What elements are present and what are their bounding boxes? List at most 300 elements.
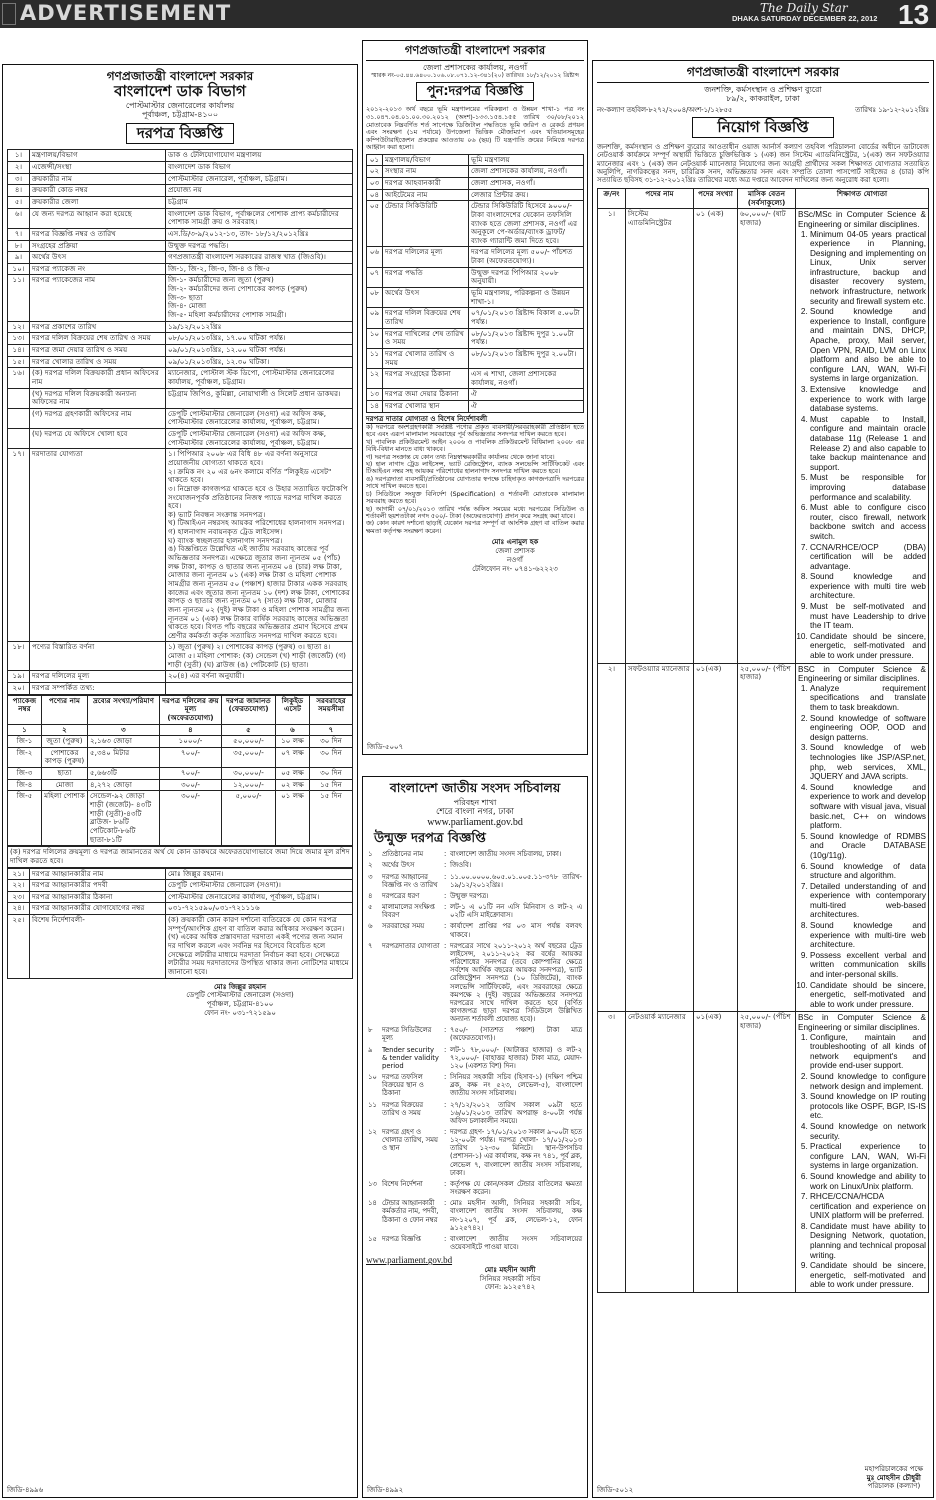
ad-bureau: জনশক্তি, কর্মসংস্থান ও প্রশিক্ষণ ব্যুরো [704, 84, 822, 94]
row-value: ০৩১-৭২১৫৯০/০৩১-৭২১১১৬ [166, 903, 353, 915]
row-label: দরপত্র আহ্বানকারীর যোগাযোগের নম্বর [30, 903, 166, 915]
row-value: বাংলাদেশ জাতীয় সংসদ সচিবালয়, ঢাকা। [450, 850, 562, 859]
row-value: ২০(৪) এর বর্ণনা অনুযায়ী। [166, 671, 353, 683]
row-label: দরপত্র গ্রহণ ও খোলার তারিখ, সময় ও স্থান [382, 1128, 438, 1153]
row-value: চট্টগ্রাম [166, 196, 353, 208]
row-colon: : [444, 1026, 447, 1035]
signer-title: সিনিয়র সহকারী সচিব [479, 1274, 541, 1283]
postal-tender-ad [2, 64, 358, 1498]
ad-region: পূর্বাঞ্চল, চট্টগ্রাম-৪১০০ [141, 110, 219, 120]
row-number: ১১ [368, 1100, 377, 1109]
column-number: ২ [42, 724, 88, 736]
table-cell: ৩০ দিন [310, 768, 353, 780]
ad-reference: জিডি-৫০০৭ [367, 742, 404, 751]
ad-government-header: গণপ্রজাতন্ত্রী বাংলাদেশ সরকার [366, 44, 584, 61]
row-number: ৭। [8, 228, 30, 240]
signer-name: মুঃ মোহসীন চৌধুরী [866, 1473, 921, 1482]
column-number: ৭ [310, 724, 353, 736]
row-label: দরপত্র সংগ্রহের ঠিকানা [383, 369, 469, 389]
package-note-table [7, 846, 353, 867]
qualification-item: 6. Sound knowledge and ability to work on Linux/Unix platform. [810, 1172, 926, 1191]
table-row [367, 247, 584, 267]
table-row [366, 921, 584, 940]
column-header: প্যাকেজ নম্বর [8, 695, 42, 724]
row-label: দরপত্র আহ্বানকারীর ঠিকানা [30, 891, 166, 903]
row-label: ক্রয়কারীর জেলা [30, 196, 166, 208]
table-row [366, 1127, 584, 1179]
row-label: দরপত্র আহ্বানকারীর নাম [30, 868, 166, 880]
row-value: লেজার প্রিন্টার ক্রয়। [469, 189, 584, 201]
row-number: ১২ [368, 1128, 377, 1137]
qualification-item: 6. Must able to configure cisco router, cisco firewall, network backbone switch and access switch. [810, 503, 926, 541]
row-colon: : [444, 922, 447, 931]
table-row [366, 891, 584, 902]
row-value: দরপত্র গ্রহণ- ১৭/০১/২০১৩ সকাল ৯-০০টা হতে ১২-০০টা পর্যন্ত। দরপত্র খোলা- ১৭/০১/২০১৩ তারিখ ১২-৩০ মিনিটে। স্থান-উপসচিব (প্রশাসন-১) এর কার্যালয়, কক্ষ নং ৭৪১, পূর্ব ব্লক, লেভেল ৭, বাংলাদেশ জাতীয় সংসদ সচিবালয়, ঢাকা। [450, 1128, 582, 1177]
ad-address: ৮৯/২, কাকরাইল, ঢাকা [726, 94, 800, 104]
row-number: ৫। [8, 196, 30, 208]
row-label: দরপত্র পদ্ধতি [383, 267, 469, 287]
job-salary: ২৫,০০০/- (পঁচিশ হাজার) [738, 663, 796, 1012]
row-label: অর্থের উৎস [382, 861, 415, 870]
row-value: ঐ [469, 401, 584, 413]
ad-branch: পরিবহন শাখা [453, 797, 497, 807]
qualification-item: 1. Minimum 04-05 years practical experience in Planning, Designing and implementing on Linux, Unix server infrastructure, backup and disaster recovery system, network infrastructure, network security and firewall system etc. [810, 230, 926, 307]
signer-title: ডেপুটি পোস্টমাস্টার জেনারেল (সওদা) [186, 991, 294, 1000]
table-row [367, 201, 584, 247]
row-value: ১) জুতা (পুরুষ) ২। পোশাকের কাপড় (পুরুষ) ৩। ছাতা ৪। মোজা ৫। মহিলা পোশাক: (ক) সেন্ডেল (খ) শাড়ী (জর্জেট) (গ) শাড়ী (সুতী) (ঘ) ব্লাউজ (ঙ) পেটিকোট (চ) ছাতা। [166, 642, 353, 671]
qualification-item: 8. Candidate must have ability to Designing Network, quotation, planning and technical proposal writing. [810, 1222, 926, 1260]
website-link-footer[interactable]: www.parliament.gov.bd [366, 1255, 453, 1266]
table-cell: জি-৫ [8, 791, 42, 846]
row-label: দরপত্র দলিল বিক্রয়ের শেষ তারিখ [383, 308, 469, 328]
row-label: সংস্থার নাম [383, 166, 469, 178]
table-row [8, 173, 353, 185]
row-number: ০৫ [367, 201, 383, 247]
row-number: ১০ [367, 328, 383, 348]
qualification-item: 4. Sound knowledge on network security. [810, 1122, 926, 1141]
row-label: দরপত্র প্যাকেজ নং [30, 263, 166, 275]
table-row [366, 1234, 584, 1253]
table-row [8, 768, 353, 780]
row-number: ৪ [368, 891, 373, 900]
table-row [367, 389, 584, 401]
table-row [367, 267, 584, 287]
row-value [166, 683, 353, 695]
table-row [367, 288, 584, 308]
row-number: ০৭ [367, 267, 383, 287]
row-label: ক্রয়কারীর নাম [30, 173, 166, 185]
row-colon: : [444, 1234, 447, 1243]
column-header: মাসিক বেতন (সর্বসাকুল্যে) [738, 189, 796, 209]
table-cell: ১২,০০০/- [222, 779, 276, 791]
row-colon: : [444, 903, 447, 912]
table-cell: ৩০০/- [160, 791, 222, 846]
qualification-item: 4. Sound knowledge and experience to work and develop software with visual java, visual basic.net, C++ on windows platform. [810, 783, 926, 831]
website-link[interactable]: www.parliament.gov.bd [427, 817, 523, 829]
column-header: শিক্ষাগত যোগ্যতা [796, 189, 929, 209]
row-label: দরপত্র সম্পর্কিত তথ্য: [30, 683, 166, 695]
table-row [367, 154, 584, 166]
row-number: ১৫ [368, 1234, 377, 1243]
ad-title: দরপত্র বিজ্ঞপ্তি [126, 123, 234, 145]
table-cell: ৩৫,০০০/- [222, 747, 276, 767]
table-row [8, 208, 353, 228]
row-value: পোস্টমাস্টার জেনারেলের কার্যালয়, পূর্বাঞ্চল, চট্টগ্রাম। [166, 891, 353, 903]
row-number: ০৪ [367, 189, 383, 201]
row-number: ৭ [368, 941, 373, 950]
table-row [8, 263, 353, 275]
row-number: ৮ [368, 1026, 373, 1035]
job-number: ২। [598, 663, 626, 1012]
row-label: দরপত্র দলিল বিক্রয়ের শেষ তারিখ ও সময় [30, 333, 166, 345]
qualification-item: 7. RHCE/CCNA/HCDA certification and experience on UNIX platform will be preferred. [810, 1192, 926, 1221]
row-colon: : [444, 872, 447, 881]
row-value: চট্টগ্রাম জিপিও, কুমিল্লা, নোয়াখালী ও সিলেট প্রধান ডাকঘর। [166, 388, 353, 408]
row-label: দরপত্র আহ্বানকারীর পদবী [30, 880, 166, 892]
row-colon: : [444, 1045, 447, 1054]
qualification-head: BSc/MSc in Computer Science & Engineering or similar disciplines. [798, 210, 926, 229]
row-value: ০৮/০১/২০১৩খ্রিঃ, ১৭.০০ ঘটিকা পর্যন্ত। [166, 333, 353, 345]
table-row [8, 321, 353, 333]
intro-paragraph: ২০১২-২০১৩ অর্থ বছরে ভূমি মন্ত্রণালয়ের পরিকল্পনা ও উন্নয়ন শাখা-১ পত্র নং ৩১.০৪৭.০৪.০১.০০.৩০.২০১২ (অংশ)-১৩৩.১৫৪.১৫৫ তারিখ ৩০/০৮/২০১২ মোতাবেক নিম্নবর্ণিত শর্ত সাপেক্ষে ডিজিটাল পদ্ধতিতে ভূমি জরিপ ও রেকর্ড প্রণয়ন এবং সংরক্ষণ (১ম পর্যায়ে) উপজেলা ভিত্তিক মৌজাম্যাপ এবং খতিয়ানসমূহের কম্পিউটারাইজেশন প্রকল্পের আওতায় ০৬ (ছয়) টি যন্ত্রপাতি ক্রয়ের নিমিত্তে দরপত্র আহ্বান করা হলো। [366, 105, 584, 152]
row-number: ১২ [367, 369, 383, 389]
row-label: এজেন্সী/সংস্থা [30, 162, 166, 174]
row-value: জিওবি। [450, 861, 472, 870]
table-cell: পোশাকের কাপড় (পুরুষ) [42, 747, 88, 767]
conditions-list [366, 424, 584, 535]
row-value: উন্মুক্ত দরপত্র পদ্ধতি। [166, 240, 353, 252]
row-number: ১০ [368, 1073, 377, 1082]
table-row [8, 891, 353, 903]
table-cell: ১৫ দিন [310, 779, 353, 791]
table-row [8, 791, 353, 846]
table-row [8, 915, 353, 978]
qualification-item: 3. Sound knowledge of web technologies like JSP/ASP.net, php, web services, XML, JQUERY and JAVA scripts. [810, 743, 926, 781]
table-row [367, 177, 584, 189]
row-number: ১৭। [8, 449, 30, 642]
signature-block [865, 1465, 923, 1491]
table-row [366, 1179, 584, 1198]
table-cell: ৩০ দিন [310, 747, 353, 767]
job-salary: ৬০,০০০/- (ষাট হাজার) [738, 209, 796, 663]
qualification-list [798, 684, 926, 1010]
ad-government-header: গণপ্রজাতন্ত্রী বাংলাদেশ সরকার [597, 65, 929, 83]
row-value: ৭৫০/- (সাতশত পঞ্চাশ) টাকা মাত্র (অফেরতযোগ্য)। [450, 1026, 582, 1043]
naogaon-retender-ad [362, 40, 588, 755]
qualification-item: 4. Must capable to Install, configure and maintain oracle database 11g (Release 1 and Release 2) and also capable to take backup maintenance and support. [810, 415, 926, 473]
row-value: ডেপুটি পোস্টমাস্টার জেনারেল (সওদা) এর অফিস কক্ষ, পোস্টমাস্টার জেনারেলের কার্যালয়, পূর্বাঞ্চল, চট্টগ্রাম। [166, 408, 353, 428]
column-header: লিকুইড এসেট [276, 695, 310, 724]
condition-item: খ) পাবলিক প্রকিউরমেন্ট আইন ২০০৬ ও পাবলিক প্রকিউরমেন্ট বিধিমালা ২০০৮ এর বিধি-বিধান মানতে বাধ্য থাকবে। [366, 438, 584, 454]
row-colon: : [444, 891, 447, 900]
ad-place: শেরে বাংলা নগর, ঢাকা [435, 807, 515, 818]
row-number: ১৩ [368, 1179, 377, 1188]
ad-reference: জিডি-৪৯৯৬ [7, 1485, 44, 1494]
row-label: দরপত্র খোলার তারিখ ও সময় [30, 356, 166, 368]
job-circular-ad [592, 60, 934, 1498]
table-row [366, 902, 584, 921]
package-note: (ক) দরপত্র দলিলের ক্রয়মূল্য ও দরপত্র জামানতের অর্থ যে কোন ডাকঘরে অফেরতযোগ্যভাবে জমা দিয়ে জমার মূল রশিদ দাখিল করতে হবে। [8, 847, 353, 867]
qualification-item: 3. Sound knowledge on IP routing protocols like OSPF, BGP, IS-IS etc. [810, 1092, 926, 1121]
table-row [8, 736, 353, 748]
job-qualification [796, 1012, 929, 1293]
row-label: দরপত্র বিজ্ঞপ্তি নম্বর ও তারিখ [30, 228, 166, 240]
row-value: কর্তৃপক্ষ যে কোন/সকল টেন্ডার বাতিলের ক্ষমতা সংরক্ষণ করেন। [450, 1179, 582, 1197]
row-label: দরপত্রের ধরণ [382, 891, 420, 900]
table-cell: ৫,৬৬৩টি [88, 768, 160, 780]
column-number: ৩ [88, 724, 160, 736]
row-value: ভূমি মন্ত্রণালয়, পরিকল্পনা ও উন্নয়ন শাখা-১। [469, 288, 584, 308]
table-cell: ৩০০/- [160, 779, 222, 791]
row-number: ২ [368, 861, 373, 870]
job-table [597, 188, 929, 1293]
qualification-item: 5. Practical experience to configure LAN, WAN, Wi-Fi systems in large organization. [810, 1142, 926, 1171]
table-row [366, 1198, 584, 1234]
row-number: ৩। [8, 173, 30, 185]
intro-paragraph: জনশক্তি, কর্মসংস্থান ও প্রশিক্ষণ ব্যুরোর আওতাধীন ওয়াজ আর্নার্স কল্যাণ তহবিল পরিচালনা বোর্ডের অধীনে ডাটাবেজ নেটওয়ার্ক কার্যক্রমে সম্পূর্ণ অস্থায়ী ভিত্তিতে চুক্তিভিত্তিক ১ (এক) জন সিস্টেম এ্যাডমিনিস্ট্রেটর, ১(এক) জন সফটওয়্যার ম্যানেজার এবং ১ (এক) জন নেটওয়ার্ক ম্যানেজার নিয়োগের জন্য আগ্রহী প্রার্থীদের সকল শিক্ষাগত যোগ্যতার সত্যায়িত অনুলিপি, নাগরিকত্বের সনদ, চারিত্রিক সনদ, অভিজ্ঞতার সনদ এবং সম্প্রতি তোলা পাসপোর্ট সাইজের ৪ (চার) কপি সত্যায়িত ছবিসহ ৩১-১২-২০১২খ্রিঃ তারিখের মধ্যে অত্র দপ্তরে আবেদন দাখিলের জন্য অনুরোধ করা হলো। [597, 143, 929, 184]
row-label: সরবরাহের সময় [382, 922, 425, 931]
row-value: বাংলাদেশ জাতীয় সংসদ সচিবালয়ের ওয়েবসাইটে পাওয়া যাবে। [450, 1234, 582, 1252]
tender-info-table [366, 154, 584, 413]
ad-government-header: গণপ্রজাতন্ত্রী বাংলাদেশ সরকার [106, 69, 254, 83]
table-cell: ৩০,০০০/- [222, 768, 276, 780]
table-row [8, 333, 353, 345]
signer-title: পরিচালক (কল্যাণ) [867, 1482, 921, 1491]
row-colon: : [444, 861, 447, 870]
job-count: ০১(এক) [694, 663, 738, 1012]
row-label: Tender security & tender validity period [382, 1045, 439, 1070]
table-row [367, 348, 584, 368]
row-number: ৬। [8, 208, 30, 228]
table-cell: জি-৪ [8, 779, 42, 791]
row-number: ১৮। [8, 642, 30, 671]
table-cell: ১৫ দিন [310, 791, 353, 846]
row-value: ডেপুটি পোস্টমাস্টার জেনারেল (সওদা) এর অফিস কক্ষ, পোস্টমাস্টার জেনারেলের কার্যালয়, পূর্বাঞ্চল, চট্টগ্রাম। [166, 429, 353, 449]
table-row [367, 189, 584, 201]
row-label: দরপত্র জমা দেয়ার তারিখ ও সময় [30, 344, 166, 356]
qualification-item: 9. Candidate should be sincere, energetic, self-motivated and able to work under pressure. [810, 1261, 926, 1290]
row-value: উন্মুক্ত দরপত্র। [450, 891, 489, 900]
table-row [8, 868, 353, 880]
table-cell: ২,১৬৩ জোড়া [88, 736, 160, 748]
table-row [8, 779, 353, 791]
table-row [8, 642, 353, 671]
row-number: ২৫। [8, 915, 30, 978]
row-label: বিশেষ নির্দেশনা [382, 1179, 423, 1188]
job-count: ০১(এক) [694, 1012, 738, 1293]
row-colon: : [444, 1128, 447, 1137]
condition-item: জ) কোন কারণ দর্শানো ছাড়াই যেকোন দরপত্র সম্পূর্ণ বা আংশিক গ্রহণ বা বাতিল করার ক্ষমতা কর্তৃপক্ষ সংরক্ষণ করেন। [366, 520, 584, 535]
row-label: দরদাতার যোগ্যতা [30, 449, 166, 642]
job-salary: ২৫,০০০/- (পঁচিশ হাজার) [738, 1012, 796, 1293]
table-cell: জুতা (পুরুষ) [42, 736, 88, 748]
row-number: ১১। [8, 275, 30, 321]
row-label: সংগ্রহের প্রক্রিয়া [30, 240, 166, 252]
row-number: ৯ [368, 1045, 373, 1054]
tender-info-table-2 [7, 868, 353, 979]
row-number: ১৬। [8, 368, 30, 388]
ad-organization: বাংলাদেশ ডাক বিভাগ [114, 82, 246, 101]
row-number: ২১। [8, 868, 30, 880]
row-number: ১৪ [368, 1199, 377, 1208]
table-row [8, 671, 353, 683]
job-number: ৩। [598, 1012, 626, 1293]
row-number: ১৯। [8, 671, 30, 683]
table-cell: ৫০,০০০/- [222, 736, 276, 748]
qualification-item: 9. Possess excellent verbal and written communication skills and inter-personal skills. [810, 951, 926, 980]
condition-item: গ) দরপত্র সংক্রান্ত যে কোন তথ্য নিম্নস্বাক্ষরকারীর কার্যালয় থেকে জানা যাবে। [366, 453, 555, 461]
signer-name: মোঃ এনামুল হক [491, 538, 539, 547]
row-colon: : [444, 1179, 447, 1188]
table-row [8, 388, 353, 408]
row-label: (ক) দরপত্র দলিল বিক্রয়কারী প্রধান অফিসের নাম [30, 368, 166, 388]
table-cell: ০৫ লক্ষ [276, 768, 310, 780]
row-value: পোস্টমাস্টার জেনারেল, পূর্বাঞ্চল, চট্টগ্রাম। [166, 173, 353, 185]
row-label: ক্রয়কারী কোড নম্বর [30, 185, 166, 197]
qualification-item: 10. Candidate should be sincere, energetic, self-motivated and able to work under pressure. [810, 981, 926, 1010]
row-label: অর্থের উৎস [383, 288, 469, 308]
row-colon: : [444, 1073, 447, 1082]
row-number: ১৪ [367, 401, 383, 413]
memo-number: নং-কল্যাণ তহবিল-৮২৭২/২০০৪/অংশ-১/১২৮৫৫ [597, 105, 733, 114]
row-label: মন্ত্রণালয়/বিভাগ [30, 150, 166, 162]
column-header: সরবরাহের সময়সীমা [310, 695, 353, 724]
table-cell: জি-২ [8, 747, 42, 767]
column-header: দরপত্র দলিলের ক্রয় মূল্য (অফেরতযোগ্য) [160, 695, 222, 724]
row-label: দরপত্র জমা দেয়ার ঠিকানা [383, 389, 469, 401]
table-row [366, 872, 584, 891]
row-number: ২০। [8, 683, 30, 695]
table-cell: সেন্ডেল-৯২ জোড়া শাড়ী (জর্জেট)- ৪৩টি শাড়ী (সুতী)-৪৩টি ব্লাউজ- ৮৬টি পেটিকোট-৮৬টি ছাতা-৮১টি [88, 791, 160, 846]
row-value: ১। পিপিআর ২০০৮ এর বিধি ৪৮ এর বর্ণনা অনুসারে প্রয়োজনীয় যোগ্যতা থাকতে হবে। ২। ক্রমিক নং ২০ এর ৬নং কলামে বর্ণিত "লিকুইড এসেট" থাকতে হবে। ৩। নিম্নোক্ত কাগজপত্র থাকতে হবে ও উহার সত্যায়িত ফটোকপি সংযোজনপূর্বক প্রতিষ্ঠানের নিজস্ব প্যাডে দরপত্র দাখিল করতে হবে। ক) ভ্যাট নিবন্ধন সংক্রান্ত সনদপত্র। খ) টিআইএন নম্বরসহ আয়কর পরিশোধের হালনাগাদ সনদপত্র। গ) হালনাগাদ নবায়নকৃত ট্রেড লাইসেন্স। ঘ) ব্যাংক স্বচ্ছলতার হালনাগাদ সনদপত্র। ঙ) বিজ্ঞপ্তিতে উল্লেখিত এই জাতীয় সরবরাহ কাজের পূর্ব অভিজ্ঞতার সনদপত্র। এক্ষেত্রে জুতার জন্য ন্যূনতম ০৫ (পাঁচ) লক্ষ টাকা, কাপড় ও ছাতার জন্য ন্যূনতম ০৪ (চার) লক্ষ টাকা, মোজার জন্য ন্যূনতম ০১ (এক) লক্ষ টাকা ও মহিলা পোশাক সামগ্রীর জন্য ন্যূনতম ৫০ (পঞ্চাশ) হাজার টাকার একক সরবরাহ কাজের এবং জুতার জন্য ন্যূনতম ১০ (দশ) লক্ষ টাকা, পোশাকের কাপড় ও ছাতার জন্য ন্যূনতম ০৭ (সাত) লক্ষ টাকা, মোজার জন্য ন্যূনতম ০২ (দুই) লক্ষ টাকা ও মহিলা পোশাক সামগ্রীর জন্য ন্যূনতম ০১ (এক) লক্ষ টাকার বার্ষিক সরবরাহ কাজের অভিজ্ঞতা থাকতে হবে। বিগত পাঁচ বছরের অভিজ্ঞতার প্রমাণ হিসেবে প্রথম শ্রেণীর কর্মকর্তা কর্তৃক সত্যায়িত সনদপত্র দাখিল করতে হবে। [166, 449, 353, 642]
qualification-item: 5. Sound knowledge of RDMBS and Oracle DATABASE (10g/11g). [810, 832, 926, 861]
row-label: দরপত্র খোলার স্থান [383, 401, 469, 413]
row-value: সিনিয়র সহকারী সচিব (হিসাব-১) (দক্ষিণ পশ্চিম ব্লক, কক্ষ নং ৫২৩, লেভেল-৫), বাংলাদেশ জাতীয় সংসদ সচিবালয়। [450, 1073, 582, 1098]
table-cell: ৫,৩৪০ মিটার [88, 747, 160, 767]
job-post: নেটওয়ার্ক ম্যানেজার [626, 1012, 694, 1293]
signature-block [366, 1266, 584, 1292]
row-label: মালামালের সংক্ষিপ্ত বিবরণ [382, 903, 435, 920]
row-label: দরপত্রদাতার যোগ্যতা [382, 941, 440, 950]
row-number: ২। [8, 162, 30, 174]
job-row [598, 1012, 929, 1293]
row-colon: : [444, 1199, 447, 1208]
row-value: (ক) ক্রয়কারী কোন কারণ দর্শানো ব্যতিরেকে যে কোন দরপত্র সম্পূর্ণ/আংশিক গ্রহণ বা বাতিল করার অধিকার সংরক্ষণ করেন। (খ) একের অধিক প্রস্তাবদাতা দরদাতা একই পণ্যের জন্য সমান দর দাখিল করলে এবং সর্বনিম্ন দর হিসেবে বিবেচিত হলে সেক্ষেত্রে লটারীর মাধ্যমে দরদাতা নির্বাচন করা হবে। সেক্ষেত্রে লটারীর সময় দরদাতাদের উপস্থিত থাকার জন্য নোটিশের মাধ্যমে জানানো হবে। [166, 915, 353, 978]
row-value: জেলা প্রশাসক, নওগাঁ। [469, 177, 584, 189]
row-number: ৯। [8, 252, 30, 264]
job-post: সিস্টেম এ্যাডমিনিস্ট্রেটর [626, 209, 694, 663]
job-row [598, 663, 929, 1012]
qualification-item: 8. Sound knowledge and experience with multi-tire web architecture. [810, 921, 926, 950]
row-label: দরপত্র তফসিল বিক্রয়ের স্থান ও ঠিকানা [382, 1073, 424, 1098]
row-number: ১। [8, 150, 30, 162]
table-cell: ১০০০/- [160, 736, 222, 748]
qualification-item: 10. Candidate should be sincere, energetic, self-motivated and able to work under pressure. [810, 632, 926, 661]
condition-item: ঘ) হাল নাগাদ ট্রেড লাইসেন্স, ভ্যাট রেজিস্ট্রেশন, ব্যাংক সলভেন্সি সার্টিফিকেট এবং টিআইএন নম্বর সহ আয়কর পরিশোধের হালনাগাদ সনদপত্র দাখিল করতে হবে। [366, 461, 584, 476]
row-number: ৪। [8, 185, 30, 197]
row-value: ০৮/০১/২০১৩ খ্রিষ্টাব্দ দুপুর ২.০০টা। [469, 348, 584, 368]
row-label: (গ) দরপত্র গ্রহণকারী অফিসের নাম [30, 408, 166, 428]
column-header: ক্র/নং [598, 189, 626, 209]
signature-block [7, 983, 353, 1018]
table-cell: ০২ লক্ষ [276, 779, 310, 791]
qualification-item: 8. Sound knowledge and experience with multi tire web architecture. [810, 572, 926, 601]
row-number: ২৪। [8, 903, 30, 915]
job-qualification [796, 209, 929, 663]
ad-office: পোস্টমাস্টার জেনারেলের কার্যালয় [125, 100, 235, 110]
row-label: দরপত্র প্রকাশের তারিখ [30, 321, 166, 333]
row-label: টেন্ডার আহ্বানকারী কর্মকর্তার নাম, পদবী, ঠিকানা ও ফোন নম্বর [382, 1199, 439, 1224]
row-number: ০৯ [367, 308, 383, 328]
newspaper-name: The Daily Star [760, 1, 848, 15]
row-value: উন্মুক্ত দরপত্র পিপিআর ২০০৮ অনুযায়ী। [469, 267, 584, 287]
signer-name: মোঃ মহসীন আলী [484, 1265, 536, 1274]
ad-organization: বাংলাদেশ জাতীয় সংসদ সচিবালয় [389, 780, 561, 795]
row-value: বাংলাদেশ ডাক বিভাগ [166, 162, 353, 174]
parliament-tender-ad [362, 776, 588, 1498]
row-label: টেন্ডার সিকিউরিটি [383, 201, 469, 247]
memo-date: তারিখঃ ১৯-১২-২০১২খ্রিঃ [855, 105, 929, 114]
signature-block [366, 538, 584, 573]
job-count: ০১ (এক) [694, 209, 738, 663]
tender-info-table [366, 849, 584, 1253]
row-number: ২২। [8, 880, 30, 892]
row-value: জি-১- কর্মচারীদের জন্য জুতা (পুরুষ) জি-২- কর্মচারীদের জন্য পোশাকের কাপড় (পুরুষ) জি-৩- ছাতা জি-৪- মোজা জি-৫- মহিলা কর্মচারীদের পোশাক সামগ্রী। [166, 275, 353, 321]
table-cell: ৭০০/- [160, 747, 222, 767]
row-label: দরপত্র দাখিলের শেষ তারিখ ও সময় [383, 328, 469, 348]
table-cell: ০১ লক্ষ [276, 791, 310, 846]
row-value: গণপ্রজাতন্ত্রী বাংলাদেশ সরকারের রাজস্ব খাত (জিওবি)। [166, 252, 353, 264]
row-value: লট-১ এ ০১টি নন এসি মিনিবাস ও লট-২ এ ০২টি এসি মাইক্রোবাস। [450, 903, 582, 920]
table-cell: ৪,২৭২ জোড়া [88, 779, 160, 791]
row-number: ০৩ [367, 177, 383, 189]
row-number: ৫ [368, 903, 373, 912]
table-row [8, 240, 353, 252]
condition-item: ক) দরপত্রে অংশগ্রহণকারী সংশ্লিষ্ট পণ্যের প্রকৃত ব্যবসায়ী/সরবরাহকারী প্রতিষ্ঠান হতে হবে এবং এরূপ মালামাল সরবরাহের পূর্ব অভিজ্ঞতার সনদপত্র দাখিল করতে হবে। [366, 423, 584, 439]
row-value: প্রযোজ্য নয় [166, 185, 353, 197]
table-row [8, 408, 353, 428]
row-number: ১৪। [8, 344, 30, 356]
ad-office: জেলা প্রশাসকের কার্যালয়, নওগাঁ [422, 62, 528, 72]
row-number: ১১ [367, 348, 383, 368]
row-value: দরপত্রের সাথে ২০১১-২০১২ অর্থ বছরের ট্রেড লাইসেন্স, ২০১১-২০১২ কর বর্ষের আয়কর পরিশোধের সনদপত্র (তবে কোম্পানির ক্ষেত্রে সর্বশেষ আর্থিক বছরের আয়কর সনদপত্র), ভ্যাট রেজিস্ট্রেশন সনদপত্র (১০ ডিজিটের), ব্যাংক সলভেন্সি সার্টিফিকেট, এবং সরবরাহের ক্ষেত্রে কমপক্ষে ২ (দুই) বছরের অভিজ্ঞতার সনদপত্র দরপত্রের সাথে দাখিল করতে হবে (বর্ণিত কাগজপত্র ছাড়া দরপত্র সিডিউলে উল্লিখিত অন্যান্য শর্তাবলী প্রযোজ্য হবে)। [450, 941, 582, 1024]
table-row [8, 275, 353, 321]
job-post: সফটওয়্যার ম্যানেজার [626, 663, 694, 1012]
row-label: (ঘ) দরপত্র যে অফিসে খোলা হবে [30, 429, 166, 449]
table-row [8, 196, 353, 208]
signer-for: মহাপরিচালকের পক্ষে [864, 1464, 923, 1473]
signer-place: নওগাঁ [507, 555, 523, 564]
row-value: ঐ [469, 389, 584, 401]
table-row [367, 166, 584, 178]
row-value: টেন্ডার সিকিউরিটি হিসেবে ৯০০০/- টাকা বাংলাদেশের যেকোন তফসিলি ব্যাংক হতে জেলা প্রশাসক, নওগাঁ এর অনুকূলে পে-অর্ডার/ব্যাংক ড্রাফট/ব্যাংক গ্যারান্টি জমা দিতে হবে। [469, 201, 584, 247]
row-number: ১০। [8, 263, 30, 275]
job-number: ১। [598, 209, 626, 663]
table-row [8, 185, 353, 197]
row-number: ০১ [367, 154, 383, 166]
package-table [7, 695, 353, 847]
qualification-item: 9. Must be self-motivated and must have Leadership to drive the IT team. [810, 602, 926, 631]
qualification-head: BSc in Computer Science & Engineering or similar disciplines. [798, 1013, 926, 1032]
qualification-item: 7. Detailed understanding of and experience with contemporary multi-tired web-based architectures. [810, 882, 926, 920]
qualification-item: 1. Analyze requirement specifications and translate them to task breakdown. [810, 684, 926, 713]
row-value: এস.ডি/৩-৯/২০১২-১৩, তাং- ১৮/১২/২০১২খ্রিঃ [166, 228, 353, 240]
tender-info-table [7, 149, 353, 694]
table-cell: ৭০০/- [160, 768, 222, 780]
row-label: দরপত্র খোলার তারিখ ও সময় [383, 348, 469, 368]
ad-reference: জিডি-৪৯৯২ [367, 1485, 404, 1494]
table-row [366, 1025, 584, 1044]
